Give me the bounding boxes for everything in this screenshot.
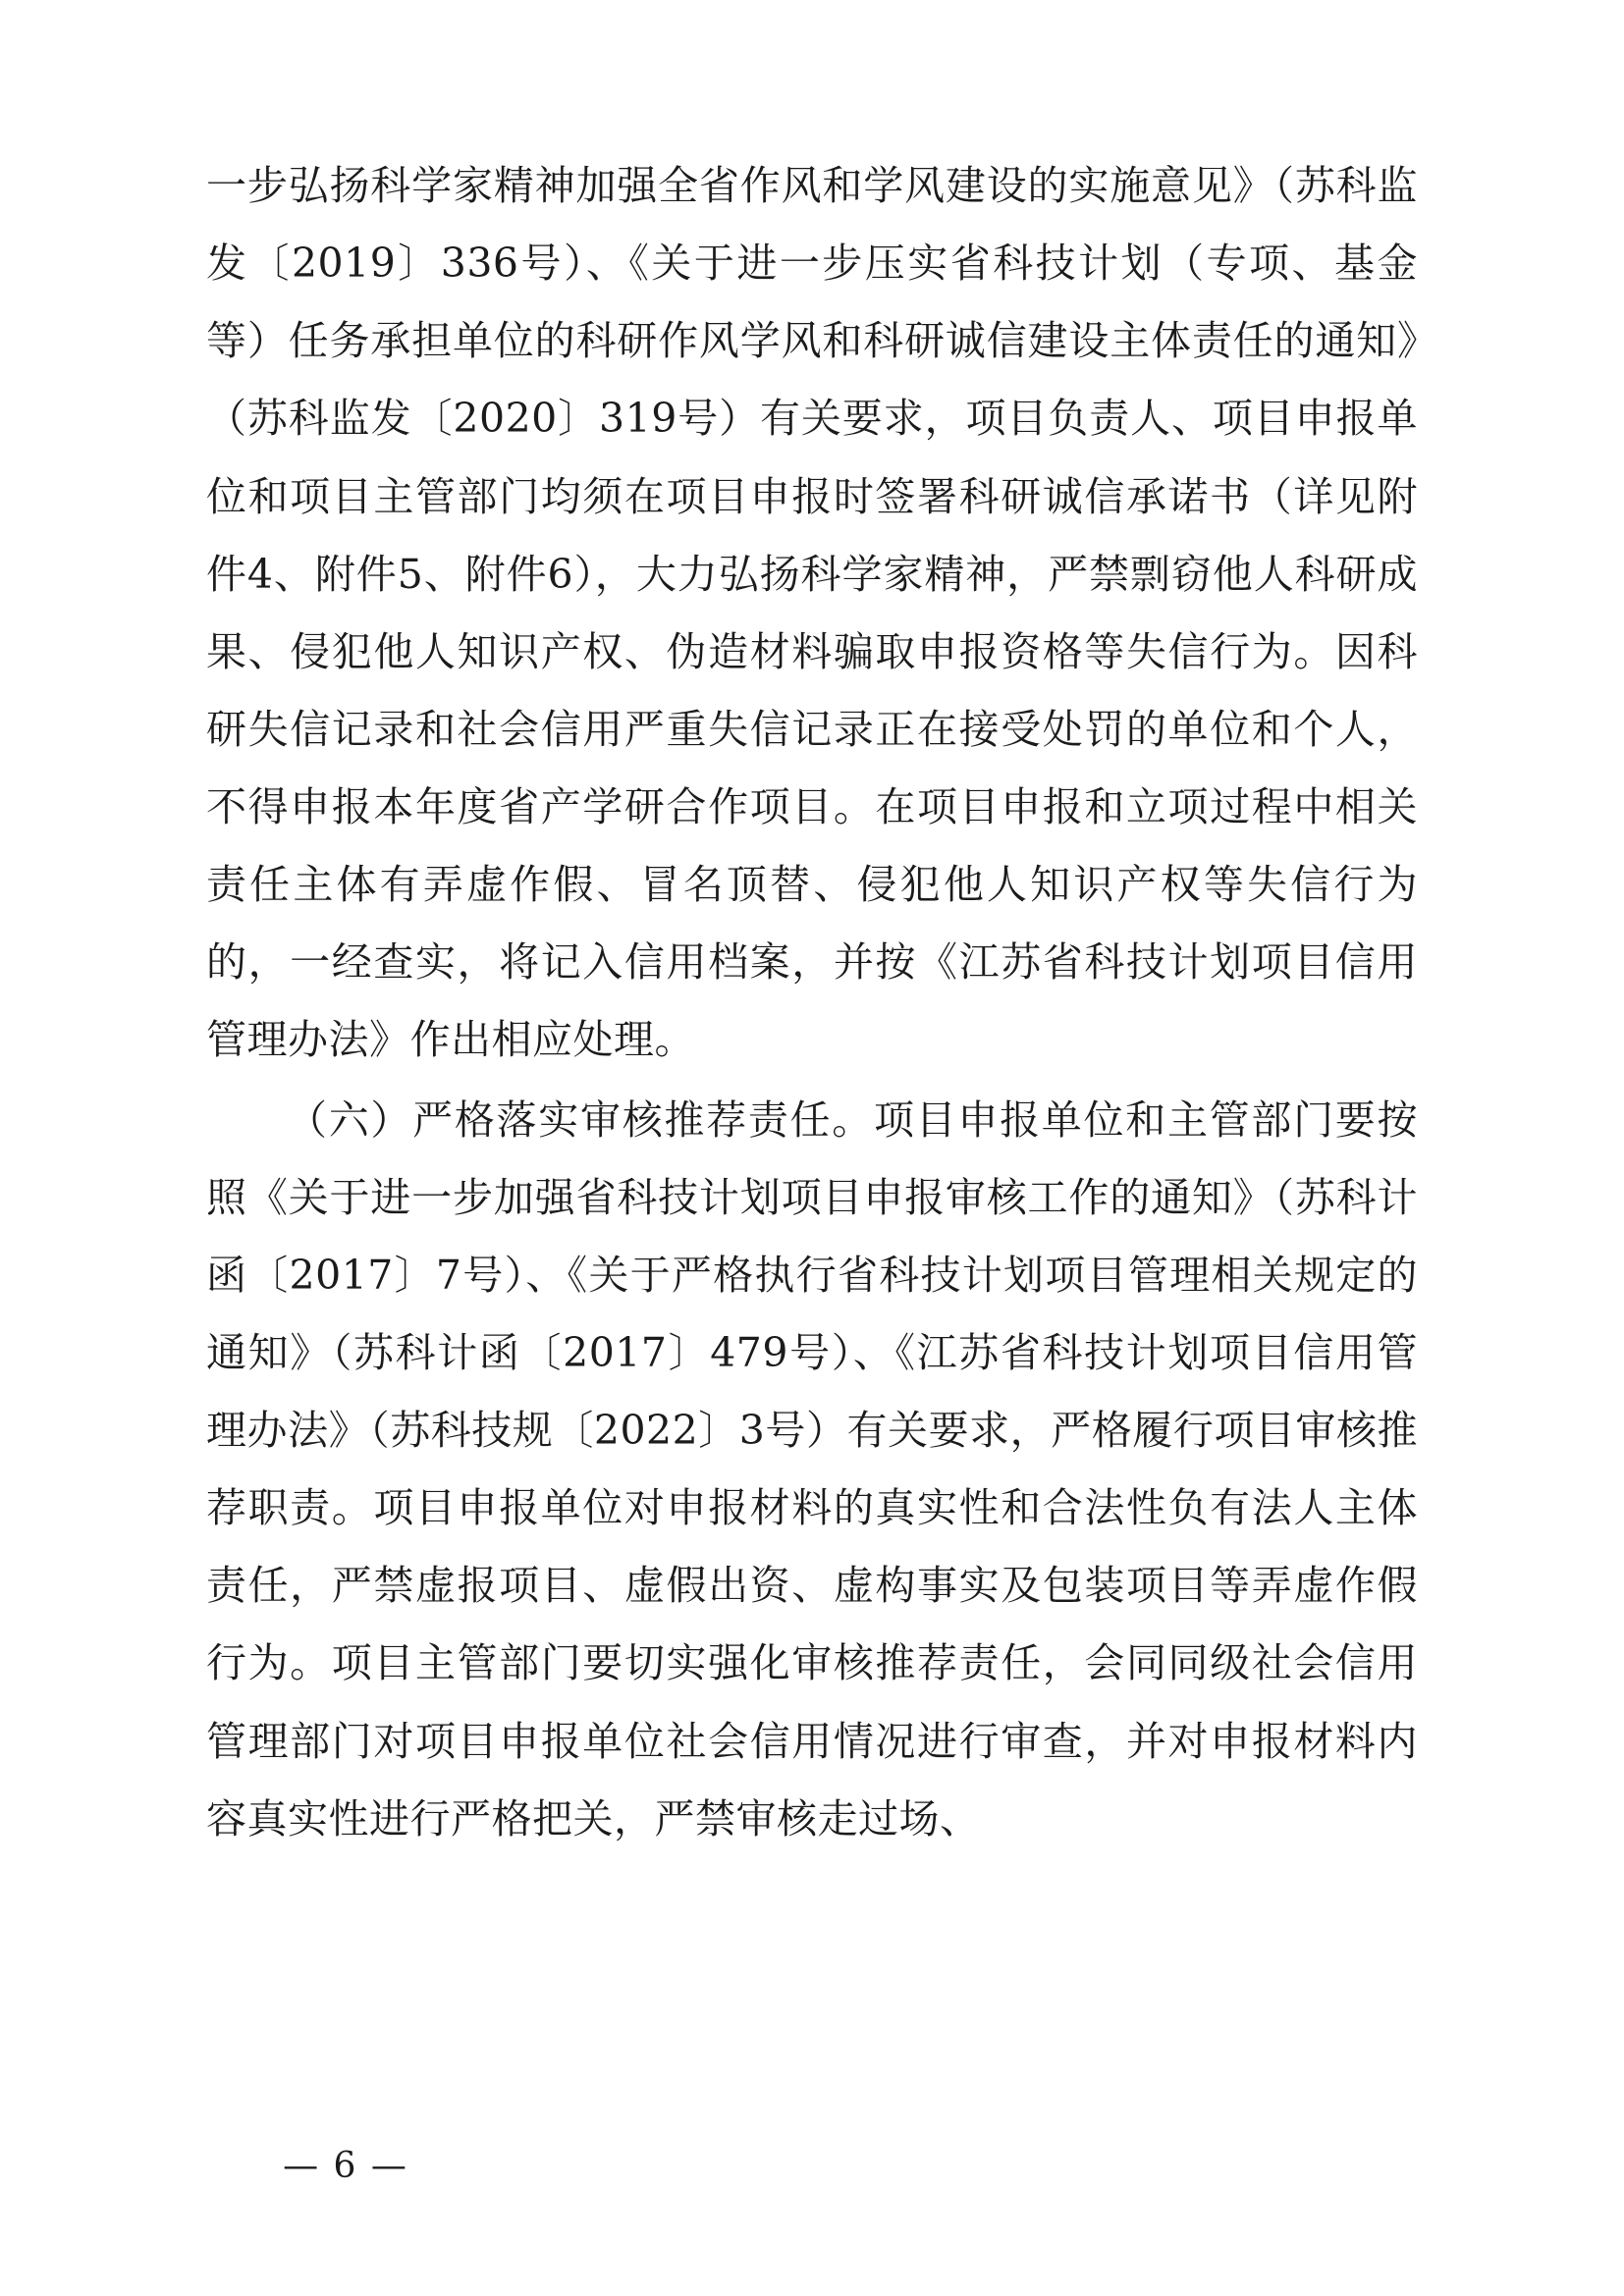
paragraph-section-six: （六）严格落实审核推荐责任。项目申报单位和主管部门要按照《关于进一步加强省科技计划项目申报审核工作的通知》（苏科计函〔2017〕7号）、《关于严格执行省科技计划项目管理相关规定的通知》（苏科计函〔2017〕479号）、《江苏省科技计划项目信用管理办法》（苏科技规〔2022〕3号）有关要求，严格履行项目审核推荐职责。项目申报单位对申报材料的真实性和合法性负有法人主体责任，严禁虚报项目、虚假出资、虚构事实及包装项目等弄虚作假行为。项目主管部门要切实强化审核推荐责任，会同同级社会信用管理部门对项目申报单位社会信用情况进行审查，并对申报材料内容真实性进行严格把关，严禁审核走过场、 xyxy=(206,1095,1418,1842)
page-number: — 6 — xyxy=(283,2146,408,2186)
page-footer xyxy=(0,2146,1624,2186)
paragraph-continued: 一步弘扬科学家精神加强全省作风和学风建设的实施意见》（苏科监发〔2019〕336号）、《关于进一步压实省科技计划（专项、基金等）任务承担单位的科研作风学风和科研诚信建设主体责任的通知》（苏科监发〔2020〕319号）有关要求，项目负责人、项目申报单位和项目主管部门均须在项目申报时签署科研诚信承诺书（详见附件4、附件5、附件6），大力弘扬科学家精神，严禁剽窃他人科研成果、侵犯他人知识产权、伪造材料骗取申报资格等失信行为。因科研失信记录和社会信用严重失信记录正在接受处罚的单位和个人，不得申报本年度省产学研合作项目。在项目申报和立项过程中相关责任主体有弄虚作假、冒名顶替、侵犯他人知识产权等失信行为的，一经查实，将记入信用档案，并按《江苏省科技计划项目信用管理办法》作出相应处理。 xyxy=(206,162,1418,1064)
document-body xyxy=(206,147,1418,1858)
